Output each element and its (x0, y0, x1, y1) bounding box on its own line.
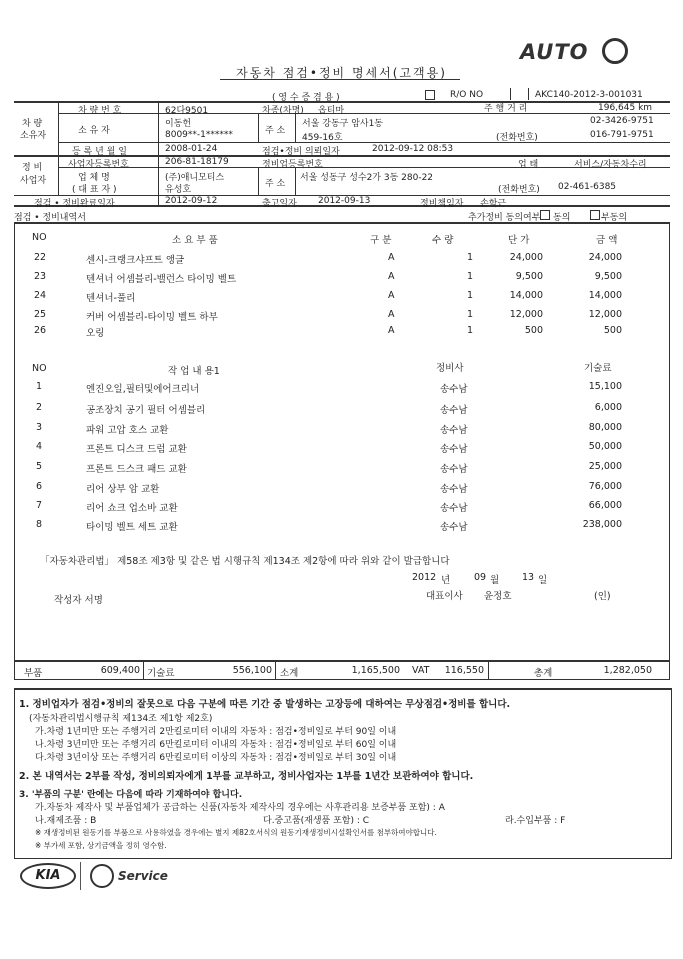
part-type: A (388, 309, 395, 320)
note-3-c: 다.중고품(재생품 포함) : C (263, 816, 370, 826)
work-fee: 76,000 (588, 481, 622, 492)
work-fee: 50,000 (588, 441, 622, 452)
shop-name-value: (주)애니모티스 (165, 173, 225, 183)
work-tech: 송수남 (440, 384, 468, 395)
shop-section-label-1: 정 비 (22, 163, 43, 173)
shop-rep-value: 유성호 (165, 185, 192, 195)
work-name: 프론트 디스크 드럼 교환 (86, 444, 187, 455)
note-1-ref: (자동차관리법시행규칙 제134조 제1항 제2호) (29, 714, 213, 724)
shop-rep-label: ( 대 표 자 ) (72, 185, 117, 195)
part-no: 22 (34, 252, 47, 263)
writer-signature-label: 작성자 서명 (54, 595, 103, 606)
biz-no-value: 206-81-18179 (165, 157, 229, 167)
ro-no-value: AKC140-2012-3-001031 (535, 90, 643, 100)
parts-header-no: NO (32, 232, 47, 243)
ceo-name: 윤정호 (484, 591, 512, 602)
totals-labor-label: 기술료 (147, 668, 175, 679)
vehicle-section-label-2: 소유자 (20, 131, 47, 141)
shop-address-value: 서울 성동구 성수2가 3동 280-22 (300, 173, 434, 183)
work-name: 리어 쇼크 업소바 교환 (86, 503, 178, 514)
note-3: 3. '부품의 구분' 란에는 다음에 따라 기재하여야 합니다. (19, 790, 243, 800)
work-no: 6 (36, 481, 43, 492)
part-no: 25 (34, 309, 47, 320)
part-type: A (388, 325, 395, 336)
ro-no-label: R/O NO (450, 90, 484, 100)
part-amount: 9,500 (594, 271, 622, 282)
owner-phone-1: 02-3426-9751 (590, 116, 654, 126)
service-logo-text: Service (118, 869, 168, 883)
work-name: 프론트 드스크 패드 교환 (86, 464, 187, 475)
biz-type-value: 서비스/자동차수리 (574, 160, 647, 170)
work-header-no: NO (32, 363, 47, 374)
shop-address-label: 주 소 (265, 179, 286, 189)
shop-section-label-2: 사업자 (20, 176, 47, 186)
parts-header-unit: 단 가 (508, 235, 530, 246)
work-tech: 송수남 (440, 425, 468, 436)
totals-subtotal-value: 1,165,500 (351, 665, 400, 676)
work-tech: 송수남 (440, 522, 468, 533)
q-logo-icon (602, 38, 628, 64)
request-date-label: 점검•정비 의뢰일자 (262, 147, 340, 157)
parts-header-type: 구 분 (370, 235, 392, 246)
issue-year-label: 년 (441, 575, 451, 586)
work-no: 2 (36, 402, 43, 413)
owner-address-label: 주 소 (265, 126, 286, 136)
work-no: 7 (36, 500, 43, 511)
totals-total-label: 총계 (534, 668, 553, 679)
work-name: 공조장치 공기 필터 어셈블리 (86, 405, 206, 416)
biz-type-label: 업 태 (518, 160, 539, 170)
plate-value: 62다9501 (165, 106, 209, 116)
work-tech: 송수남 (440, 405, 468, 416)
issue-month-label: 월 (490, 575, 500, 586)
note-1-b: 나.차령 3년미만 또는 주행거리 6만킬로미터 이내의 자동차 : 점검•정비일로 부터 60일 이내 (35, 740, 397, 750)
work-tech: 송수남 (440, 503, 468, 514)
consent-disagree-checkbox[interactable] (590, 210, 600, 220)
totals-subtotal-label: 소계 (280, 668, 299, 679)
owner-name: 이동헌 (165, 119, 192, 129)
parts-header-amount: 금 액 (596, 235, 618, 246)
consent-agree-label: 동의 (553, 213, 571, 223)
part-name: 텐셔너 어셈블리-밸런스 타이밍 벨트 (86, 274, 237, 285)
reg-no-label: 정비업등록번호 (262, 160, 323, 170)
note-1: 1. 정비업자가 점검•정비의 잘못으로 다음 구분에 따른 기간 중 발생하는 고장등에 대하여는 무상점검•정비를 합니다. (19, 699, 511, 710)
issue-year: 2012 (412, 572, 437, 583)
part-name: 텐셔너-풀리 (86, 293, 136, 304)
owner-address-2: 459-16호 (302, 133, 343, 143)
part-name: 센시-크랭크샤프트 앵글 (86, 255, 185, 266)
work-no: 3 (36, 422, 43, 433)
footer-divider (80, 862, 81, 890)
note-3-d: 라.수입부품 : F (505, 816, 566, 826)
vehicle-section-label-1: 차 량 (22, 119, 43, 129)
part-no: 26 (34, 325, 47, 336)
shop-phone-label: (전화번호) (498, 185, 540, 195)
request-date-value: 2012-09-12 08:53 (372, 144, 454, 154)
part-qty: 1 (467, 290, 474, 301)
work-fee: 238,000 (582, 519, 622, 530)
manager-value: 손학근 (480, 199, 507, 209)
ro-checkbox[interactable] (425, 90, 435, 100)
owner-id: 8009**-1****** (165, 130, 233, 140)
note-remark-1: ※ 재생정비된 원동기를 부품으로 사용하였을 경우에는 별지 제82호서식의 원동기재생정비시설확인서를 첨부하여야합니다. (35, 828, 437, 837)
note-1-a: 가.차령 1년미만 또는 주행거리 2만킬로미터 이내의 자동차 : 점검•정비일로 부터 90일 이내 (35, 727, 397, 737)
work-no: 4 (36, 441, 43, 452)
totals-vat-label: VAT (412, 665, 430, 676)
auto-logo-text: AUTO (520, 40, 589, 64)
manager-label: 정비책임자 (420, 199, 464, 209)
owner-address-1: 서울 강동구 암사1동 (302, 119, 384, 129)
consent-disagree-label: 부동의 (601, 213, 628, 223)
part-amount: 14,000 (588, 290, 622, 301)
issue-day: 13 (522, 572, 535, 583)
work-name: 파워 고압 호스 교환 (86, 425, 169, 436)
seal-mark: (인) (594, 591, 611, 602)
part-unit: 500 (524, 325, 543, 336)
biz-no-label: 사업자등록번호 (68, 160, 129, 170)
work-fee: 25,000 (588, 461, 622, 472)
part-unit: 9,500 (515, 271, 543, 282)
document-title: 자동차 점검•정비 명세서(고객용) (236, 66, 447, 80)
totals-vat-value: 116,550 (444, 665, 484, 676)
model-value: 옵티마 (318, 106, 345, 116)
done-date-value: 2012-09-12 (165, 196, 218, 206)
legal-statement: 「자동차관리법」 제58조 제3항 및 같은 법 시행규칙 제134조 제2항에 따라 위와 같이 발급합니다 (40, 556, 450, 567)
part-qty: 1 (467, 271, 474, 282)
issue-day-label: 일 (538, 575, 548, 586)
issue-month: 09 (474, 572, 487, 583)
parts-header-qty: 수 량 (432, 235, 454, 246)
part-amount: 12,000 (588, 309, 622, 320)
part-qty: 1 (467, 252, 474, 263)
part-name: 오링 (86, 328, 105, 339)
note-2: 2. 본 내역서는 2부를 작성, 정비의뢰자에게 1부를 교부하고, 정비사업자는 1부를 1년간 보관하여야 합니다. (19, 771, 474, 782)
work-fee: 6,000 (594, 402, 622, 413)
done-date-label: 점검 • 정비완료일자 (34, 199, 115, 209)
model-label: 차종(차명) (262, 106, 304, 116)
work-tech: 송수남 (440, 464, 468, 475)
work-no: 5 (36, 461, 43, 472)
part-name: 커버 어셈블리-타이밍 벨트 하부 (86, 312, 218, 323)
part-amount: 24,000 (588, 252, 622, 263)
totals-labor-value: 556,100 (232, 665, 272, 676)
work-tech: 송수남 (440, 484, 468, 495)
work-no: 1 (36, 381, 43, 392)
part-qty: 1 (467, 325, 474, 336)
part-type: A (388, 271, 395, 282)
out-date-value: 2012-09-13 (318, 196, 371, 206)
owner-label: 소 유 자 (78, 126, 110, 136)
note-1-c: 다.차령 3년이상 또는 주행거리 6만킬로미터 이상의 자동차 : 점검•정비일로 부터 30일 이내 (35, 753, 397, 763)
owner-phone-2: 016-791-9751 (590, 130, 654, 140)
part-unit: 14,000 (509, 290, 543, 301)
work-tech: 송수남 (440, 444, 468, 455)
consent-label: 추가정비 동의여부 (468, 213, 541, 223)
q-service-icon (90, 864, 114, 888)
title-underline (220, 79, 460, 80)
note-remark-2: ※ 부가세 포함, 상기금액을 정히 영수함. (35, 841, 167, 850)
part-type: A (388, 290, 395, 301)
kia-logo: KIA (20, 863, 76, 889)
part-no: 24 (34, 290, 47, 301)
consent-agree-checkbox[interactable] (540, 210, 550, 220)
receipt-label: ( 영 수 증 겸 용 ) (272, 93, 340, 103)
plate-label: 차 량 번 호 (78, 106, 122, 116)
totals-total-value: 1,282,050 (603, 665, 652, 676)
reg-date-label: 등 록 년 월 일 (72, 147, 127, 157)
work-header-tech: 정비사 (436, 363, 464, 374)
out-date-label: 출고일자 (262, 199, 297, 209)
detail-label: 점검 • 정비내역서 (14, 213, 86, 223)
part-unit: 24,000 (509, 252, 543, 263)
mileage-value: 196,645 km (598, 103, 653, 113)
part-no: 23 (34, 271, 47, 282)
work-name: 엔진오일,필터및에어크리너 (86, 384, 200, 395)
shop-phone-value: 02-461-6385 (558, 182, 617, 192)
work-fee: 66,000 (588, 500, 622, 511)
part-unit: 12,000 (509, 309, 543, 320)
part-qty: 1 (467, 309, 474, 320)
work-header-fee: 기술료 (584, 363, 612, 374)
totals-parts-value: 609,400 (100, 665, 140, 676)
work-header-name: 작 업 내 용1 (168, 366, 220, 377)
work-name: 타이밍 벨트 세트 교환 (86, 522, 178, 533)
work-name: 리어 상부 암 교환 (86, 484, 160, 495)
note-3-b: 나.재제조품 : B (35, 816, 97, 826)
totals-parts-label: 부품 (24, 668, 43, 679)
ceo-label: 대표이사 (426, 591, 463, 602)
part-amount: 500 (603, 325, 622, 336)
mileage-label: 주 행 거 리 (484, 104, 528, 114)
reg-date-value: 2008-01-24 (165, 144, 218, 154)
work-no: 8 (36, 519, 43, 530)
work-fee: 15,100 (588, 381, 622, 392)
owner-phone-label: (전화번호) (496, 133, 538, 143)
part-type: A (388, 252, 395, 263)
shop-name-label: 업 체 명 (78, 173, 110, 183)
notes-box (14, 688, 672, 859)
note-3-a: 가.자동차 제작사 및 부품업체가 공급하는 신품(자동차 제작사의 경우에는 사후관리용 보증부품 포함) : A (35, 803, 445, 813)
parts-header-name: 소 요 부 품 (172, 235, 218, 246)
work-fee: 80,000 (588, 422, 622, 433)
